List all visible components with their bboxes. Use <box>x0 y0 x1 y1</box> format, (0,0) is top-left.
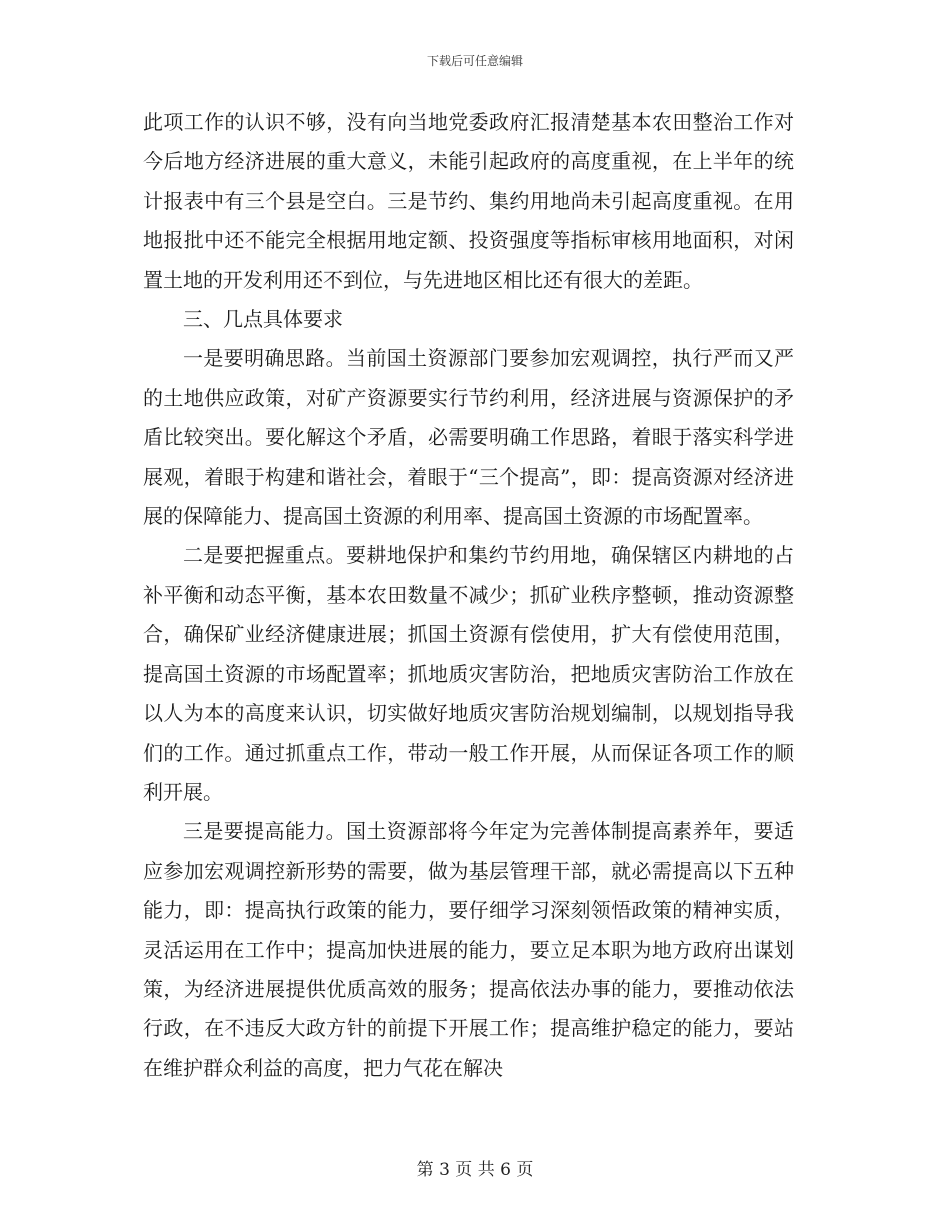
paragraph-improve-ability: 三是要提高能力。国土资源部将今年定为完善体制提高素养年，要适应参加宏观调控新形势的需要，做为基层管理干部，就必需提高以下五种能力，即：提高执行政策的能力，要仔细学习深刻领悟政策的精神实质，灵活运用在工作中；提高加快进展的能力，要立足本职为地方政府出谋划策，为经济进展提供优质高效的服务；提高依法办事的能力，要推动依法行政，在不违反大政方针的前提下开展工作；提高维护稳定的能力，要站在维护群众利益的高度，把力气花在解决 <box>143 819 794 1080</box>
paragraph-continuation: 此项工作的认识不够，没有向当地党委政府汇报清楚基本农田整治工作对今后地方经济进展的重大意义，未能引起政府的高度重视，在上半年的统计报表中有三个县是空白。三是节约、集约用地尚未引起高度重视。在用地报批中还不能完全根据用地定额、投资强度等指标审核用地面积，对闲置土地的开发利用还不到位，与先进地区相比还有很大的差距。 <box>143 110 794 292</box>
page-header-note: 下载后可任意编辑 <box>426 54 523 68</box>
page-number: 第 3 页 共 6 页 <box>416 1160 534 1180</box>
paragraph-key-points: 二是要把握重点。要耕地保护和集约节约用地，确保辖区内耕地的占补平衡和动态平衡，基本农田数量不减少；抓矿业秩序整顿，推动资源整合，确保矿业经济健康进展；抓国土资源有偿使用，扩大有偿使用范围，提高国土资源的市场配置率；抓地质灾害防治，把地质灾害防治工作放在以人为本的高度来认识，切实做好地质灾害防治规划编制，以规划指导我们的工作。通过抓重点工作，带动一般工作开展，从而保证各项工作的顺利开展。 <box>143 543 794 804</box>
section-heading: 三、几点具体要求 <box>183 307 343 332</box>
document-body <box>143 103 794 1088</box>
paragraph-clear-thinking: 一是要明确思路。当前国土资源部门要参加宏观调控，执行严而又严的土地供应政策，对矿产资源要实行节约利用，经济进展与资源保护的矛盾比较突出。要化解这个矛盾，必需要明确工作思路，着眼于落实科学进展观，着眼于构建和谐社会，着眼于“三个提高”，即：提高资源对经济进展的保障能力、提高国土资源的利用率、提高国土资源的市场配置率。 <box>143 346 794 529</box>
